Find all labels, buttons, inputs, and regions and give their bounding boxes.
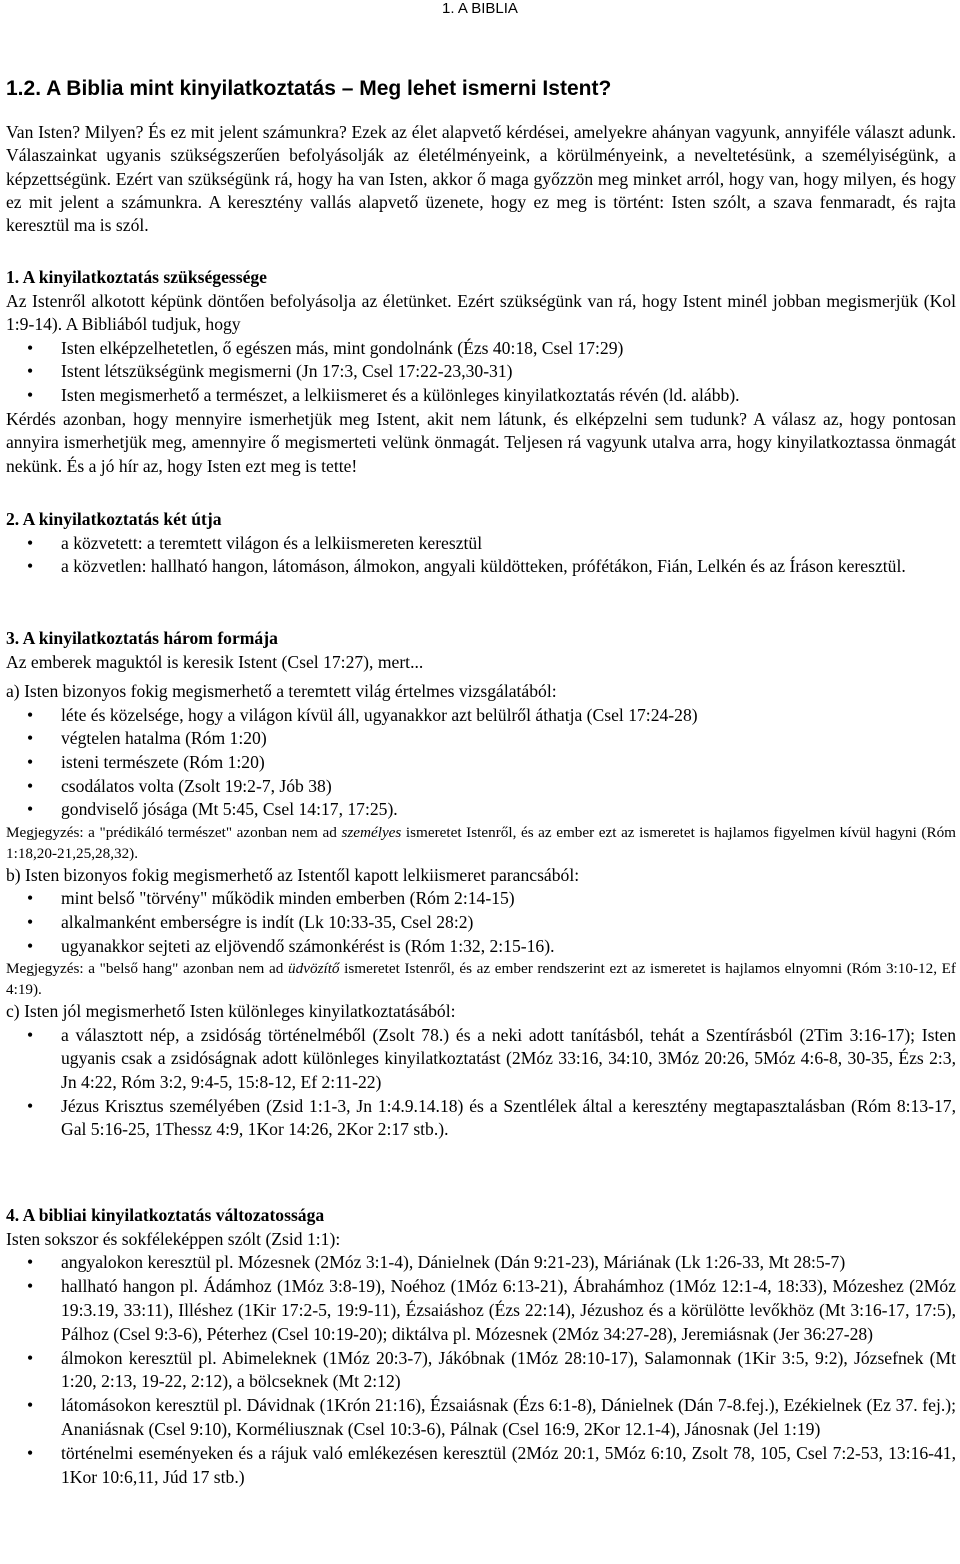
section-3 <box>6 627 956 1142</box>
note-emphasis: üdvözítő <box>288 960 340 978</box>
list-item: • gondviselő jósága (Mt 5:45, Csel 14:17, 17:25). <box>6 798 956 822</box>
section-2 <box>6 508 956 579</box>
bullet-list <box>6 337 956 408</box>
note-text: Megjegyzés: a "belső hang" azonban nem ad <box>6 960 289 978</box>
paragraph: Isten sokszor és sokféleképpen szólt (Zsid 1:1): <box>6 1228 341 1249</box>
list-item: • angyalokon keresztül pl. Mózesnek (2Móz 3:1-4), Dánielnek (Dán 9:21-23), Máriának (Lk 1:26-33, Mt 28:5-7) <box>6 1251 956 1275</box>
note <box>6 958 956 1000</box>
list-item: • Jézus Krisztus személyében (Zsid 1:1-3, Jn 1:4.9.14.18) és a Szentlélek által a keresztény megtapasztalásban (Róm 8:13-17, Gal 5:16-25, 1Thessz 4:9, 1Kor 14:26, 2Kor 2:17 stb.). <box>6 1095 956 1142</box>
bullet-list <box>6 887 956 958</box>
section-heading: 1. A kinyilatkoztatás szükségessége <box>6 267 267 287</box>
list-item: • csodálatos volta (Zsolt 19:2-7, Jób 38) <box>6 775 956 799</box>
list-item: • álmokon keresztül pl. Abimeleknek (1Móz 20:3-7), Jákóbnak (1Móz 28:10-17), Salamonnak (1Kir 3:5, 9:2), Józsefnek (Mt 1:20, 2:13, 19-22, 2:12), a bölcseknek (Mt 2:12) <box>6 1347 956 1395</box>
list-item: • végtelen hatalma (Róm 1:20) <box>6 727 956 751</box>
list-item: • történelmi eseményeken és a rájuk való emlékezésen keresztül (2Móz 20:1, 5Móz 6:10, Zsolt 78, 105, Csel 7:2-53, 13:16-41, 1Kor 10:6,11, Júd 17 stb.) <box>6 1442 956 1490</box>
subsection-lead: a) Isten bizonyos fokig megismerhető a teremtett világ értelmes vizsgálatából: <box>6 681 557 702</box>
section-4 <box>6 1204 956 1489</box>
intro-paragraph: Van Isten? Milyen? És ez mit jelent számunkra? Ezek az élet alapvető kérdései, amelyekre ahányan vagyunk, annyiféle választ adunk. Válaszainkat ugyanis szükségszerűen befolyásolják az életélményeink, a körülményeink, a neveltetésünk, a személyiségünk, a képzettségünk. Ezért van szükségünk rá, hogy ha van Isten, akkor ő maga győzzön meg minket arról, hogy van, hogy milyen, és hogy ez mit jelent a számunkra. A keresztény vallás alapvető üzenete, hogy ez meg is történt: Isten szólt, a szava fenmaradt, és rajta keresztül ma is szól. <box>6 122 956 236</box>
section-1 <box>6 266 956 478</box>
list-item: • Isten megismerhető a természet, a lelkiismeret és a különleges kinyilatkoztatás révén (ld. alább). <box>6 384 956 408</box>
list-item: • a közvetett: a teremtett világon és a lelkiismereten keresztül <box>6 532 956 556</box>
bullet-list <box>6 532 956 579</box>
list-item: • alkalmanként emberségre is indít (Lk 10:33-35, Csel 28:2) <box>6 911 956 935</box>
list-item: • hallható hangon pl. Ádámhoz (1Móz 3:8-19), Noéhoz (1Móz 6:13-21), Ábrahámhoz (1Móz 12:1-4, 18:33), Mózeshez (2Móz 19:3.19, 33:11), Illéshez (1Kir 17:2-5, 19:9-11), Ézsaiáshoz (Ézs 22:14), Jézushoz és a körülötte levőkhöz (Mt 3:16-17, 17:5), Pálhoz (Csel 9:3-6), Péterhez (Csel 10:19-20); diktálva pl. Mózesnek (2Móz 34:27-28), Jeremiásnak (Jer 36:27-28) <box>6 1275 956 1346</box>
page-title: 1.2. A Biblia mint kinyilatkoztatás – Meg lehet ismerni Istent? <box>6 77 612 100</box>
section-heading: 3. A kinyilatkoztatás három formája <box>6 628 278 648</box>
note-emphasis: személyes <box>341 823 402 841</box>
subsection-lead: b) Isten bizonyos fokig megismerhető az Istentől kapott lelkiismeret parancsából: <box>6 864 580 885</box>
bullet-list <box>6 704 956 822</box>
list-item: • látomásokon keresztül pl. Dávidnak (1Krón 21:16), Ézsaiásnak (Ézs 6:1-8), Dánielnek (Dán 7-8.fej.), Ezékielnek (Ez 37. fej.); Ananiásnak (Csel 9:10), Korméliusznak (Csel 10:3-6), Pálnak (Csel 16:9, 2Kor 12.1-4), Jánosnak (Jel 1:19) <box>6 1394 956 1442</box>
list-item: • isteni természete (Róm 1:20) <box>6 751 956 775</box>
bullet-list <box>6 1024 956 1142</box>
paragraph: Az Istenről alkotott képünk döntően befolyásolja az életünket. Ezért szükségünk van rá, hogy Istent minél jobban megismerjük (Kol 1:9-14). A Bibliából tudjuk, hogy <box>6 290 956 335</box>
subsection-lead: c) Isten jól megismerhető Isten különleges kinyilatkoztatásából: <box>6 1001 456 1022</box>
paragraph: Az emberek maguktól is keresik Istent (Csel 17:27), mert... <box>6 651 424 672</box>
list-item: • léte és közelsége, hogy a világon kívül áll, ugyanakkor azt belülről áthatja (Csel 17:24-28) <box>6 704 956 728</box>
note-text: ismeretet Istenről, és az ember rendszerint ezt az ismeretet is hajlamos elnyomni (Róm 3:10-12, Ef 4:19). <box>6 960 956 999</box>
list-item: • a választott nép, a zsidóság történelméből (Zsolt 78.) és a neki adott tanításból, tehát a Szentírásból (2Tim 3:16-17); Isten ugyanis csak a zsidóságnak adott különleges kinyilatkoztatást (2Móz 33:16, 34:10, 3Móz 20:26, 5Móz 4:6-8, 30-35, Ézs 2:3, Jn 4:22, Róm 3:2, 9:4-5, 15:8-12, Ef 2:11-22) <box>6 1024 956 1095</box>
list-item: • a közvetlen: hallható hangon, látomáson, álmokon, angyali küldötteken, prófétákon, Fián, Lelkén és az Íráson keresztül. <box>6 555 956 579</box>
list-item: • ugyanakkor sejteti az eljövendő számonkérést is (Róm 1:32, 2:15-16). <box>6 935 956 959</box>
section-heading: 4. A bibliai kinyilatkoztatás változatossága <box>6 1205 325 1225</box>
bullet-list <box>6 1251 956 1489</box>
section-heading: 2. A kinyilatkoztatás két útja <box>6 509 222 529</box>
paragraph: Kérdés azonban, hogy mennyire ismerhetjük meg Istent, akit nem látunk, és elképzelni sem tudunk? A válasz az, hogy pontosan annyira ismerhetjük meg, amennyire ő megismerteti velünk önmagát. Teljesen rá vagyunk utalva arra, hogy kinyilatkoztassa önmagát nekünk. És a jó hír az, hogy Isten ezt meg is tette! <box>6 408 956 476</box>
note-text: Megjegyzés: a "prédikáló természet" azonban nem ad <box>6 823 342 841</box>
note <box>6 822 956 864</box>
running-header: 1. A BIBLIA <box>442 0 518 17</box>
list-item: • Istent létszükségünk megismerni (Jn 17:3, Csel 17:22-23,30-31) <box>6 360 956 384</box>
list-item: • Isten elképzelhetetlen, ő egészen más, mint gondolnánk (Ézs 40:18, Csel 17:29) <box>6 337 956 361</box>
list-item: • mint belső "törvény" működik minden emberben (Róm 2:14-15) <box>6 887 956 911</box>
note-text: ismeretet Istenről, és az ember ezt az ismeretet is hajlamos figyelmen kívül hagyni (Róm 1:18,20-21,25,28,32). <box>6 823 956 862</box>
